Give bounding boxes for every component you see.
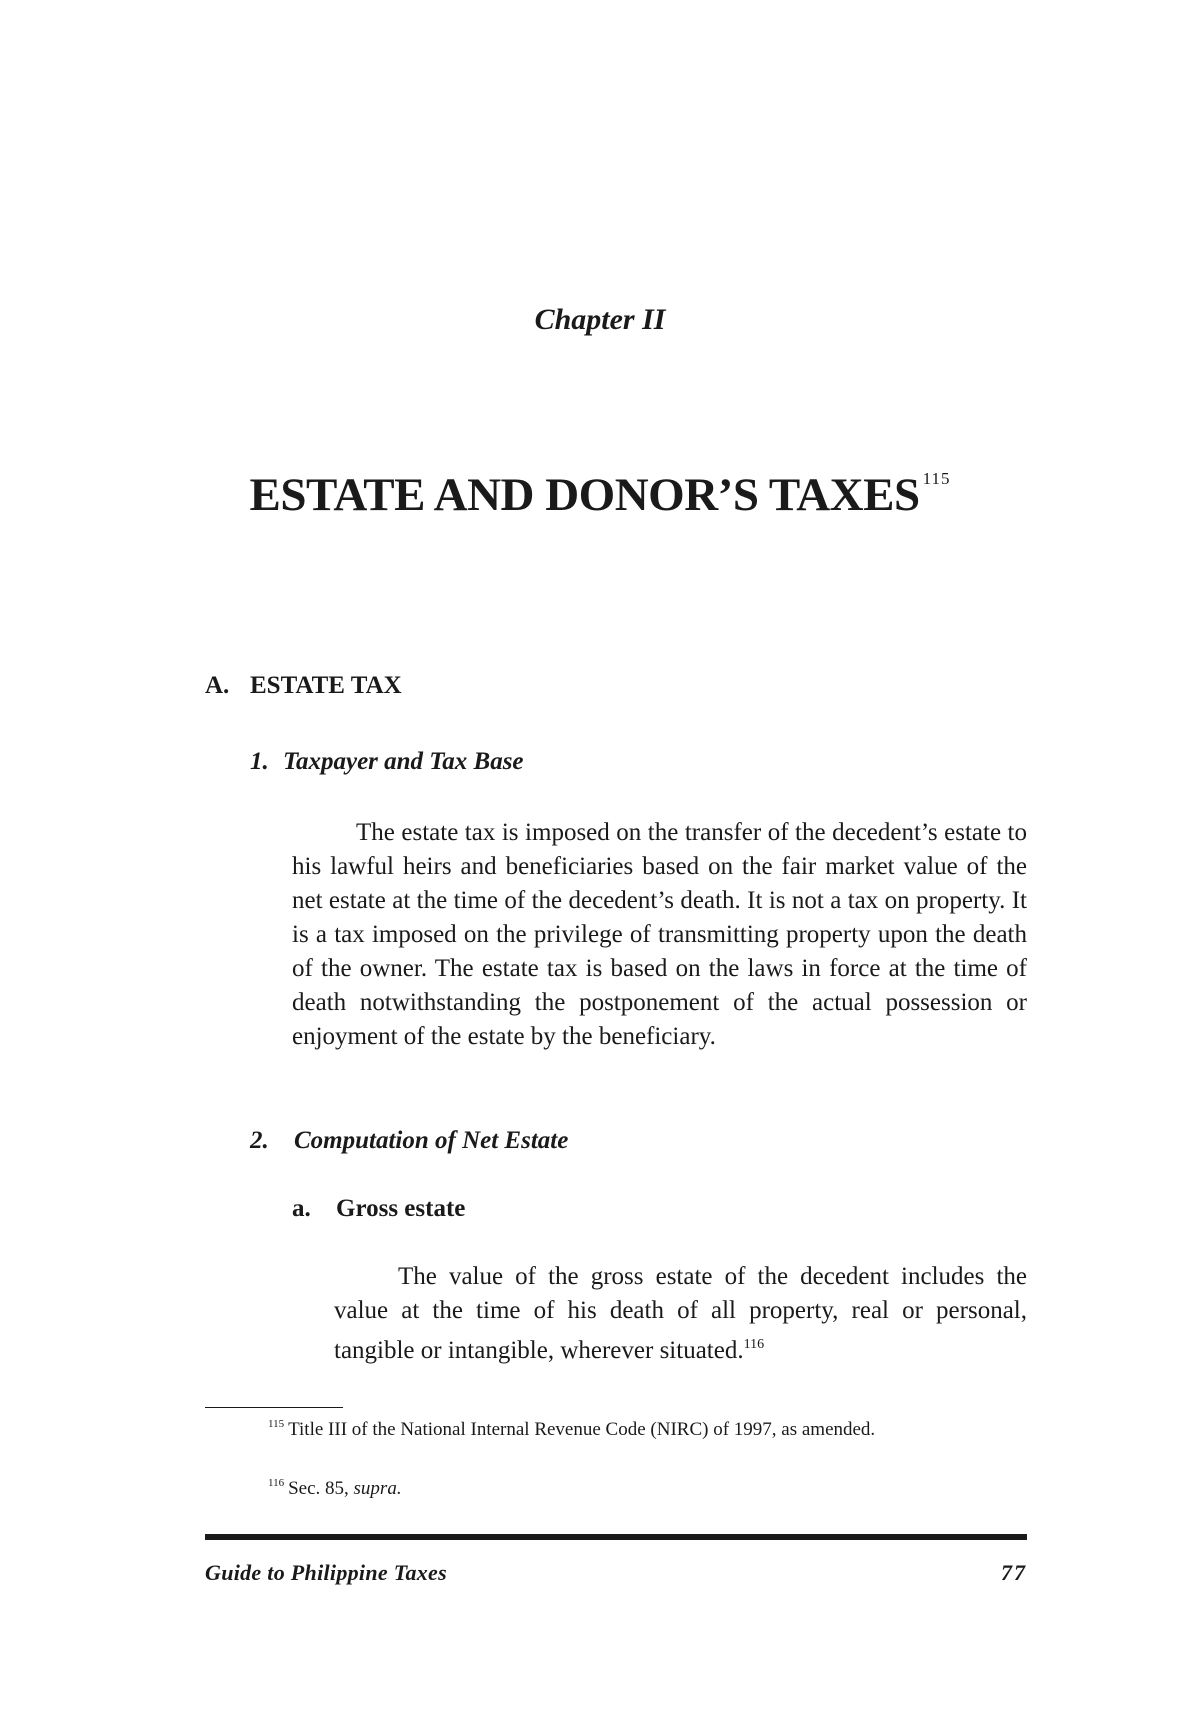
gross-estate-footnote-ref: 116 bbox=[743, 1337, 765, 1352]
subsection-1-title: Taxpayer and Tax Base bbox=[283, 748, 524, 775]
footnote-116-text: Sec. 85, bbox=[288, 1478, 354, 1499]
title-footnote-ref: 115 bbox=[922, 469, 951, 488]
subsection-2-number: 2. bbox=[250, 1127, 269, 1154]
subsection-a-number: a. bbox=[292, 1195, 311, 1222]
chapter-title-text: ESTATE AND DONOR’S TAXES bbox=[249, 469, 920, 521]
taxpayer-paragraph: The estate tax is imposed on the transfer of the decedent’s estate to his lawful heirs and beneficiaries based on the fair market value of the net estate at the time of the decedent’s death. It is not a tax on property. It is a tax imposed on the privilege of transmitting property upon the death of the owner. The estate tax is based on the laws in force at the time of death notwithstanding the postponement of the actual possession or enjoyment of the estate by the beneficiary. bbox=[292, 819, 1027, 1050]
running-footer-title: Guide to Philippine Taxes bbox=[205, 1560, 447, 1585]
footnote-115-text: Title III of the National Internal Revenue Code (NIRC) of 1997, as amended. bbox=[288, 1419, 876, 1440]
gross-estate-paragraph bbox=[334, 1260, 1027, 1368]
footnote-116-emphasis: supra. bbox=[353, 1478, 402, 1499]
section-a-title: ESTATE TAX bbox=[250, 672, 402, 699]
footnote-divider bbox=[205, 1407, 343, 1408]
footnote-116 bbox=[268, 1477, 402, 1500]
section-a-heading bbox=[205, 672, 402, 700]
page-number: 77 bbox=[1001, 1560, 1027, 1585]
subsection-2-heading bbox=[250, 1127, 568, 1155]
footer-rule bbox=[205, 1534, 1027, 1540]
subsection-2-title: Computation of Net Estate bbox=[294, 1127, 569, 1154]
gross-estate-text: The value of the gross estate of the decedent includes the value at the time of his death of all property, real or personal, tangible or intangible, wherever situated. bbox=[334, 1263, 1027, 1364]
subsection-1-number: 1. bbox=[250, 748, 269, 775]
footnote-115-ref: 115 bbox=[268, 1418, 285, 1430]
footnote-115 bbox=[268, 1418, 875, 1441]
subsection-a-title: Gross estate bbox=[336, 1195, 466, 1222]
chapter-title bbox=[0, 468, 1200, 522]
section-a-number: A. bbox=[205, 672, 230, 699]
footnote-116-ref: 116 bbox=[268, 1477, 285, 1489]
subsection-a-heading bbox=[292, 1195, 465, 1223]
subsection-1-heading bbox=[250, 748, 524, 776]
chapter-label: Chapter II bbox=[534, 303, 666, 336]
